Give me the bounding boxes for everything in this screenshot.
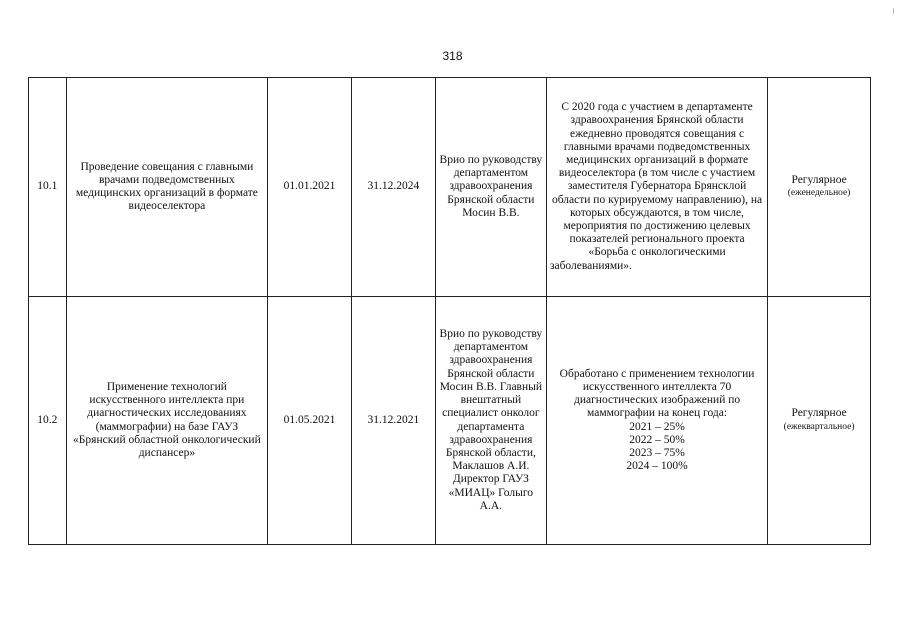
result-description: С 2020 года с участием в департаменте здравоохранения Брянской области ежедневно проводятся совещания с главными врачами подведомственных медицинских организаций в формате видеоселектора (в том числе с участием заместителя Губернатора Брянсклой области по курируемому направлению), на которых обсуждаются, в том числе, мероприятия по достижению целевых показателей регионального проекта «Борьба с онкологическими заболеваниями».: [546, 78, 767, 297]
measure-name: Применение технологий искусственного интеллекта при диагностических исследованиях (маммографии) на базе ГАУЗ «Брянский областной онкологический диспансер»: [66, 297, 267, 545]
frequency-cell: [768, 297, 871, 545]
end-date: 31.12.2024: [351, 78, 435, 297]
table-row: [29, 78, 871, 297]
item-number: 10.2: [29, 297, 67, 545]
scan-mark: [893, 8, 894, 14]
frequency-note: (ежеквартальное): [783, 421, 855, 432]
measure-name: Проведение совещания с главными врачами подведомственных медицинских организаций в формате видеоселектора: [66, 78, 267, 297]
table-row: [29, 297, 871, 545]
frequency-label: Регулярное: [791, 173, 847, 186]
measures-table: [28, 77, 871, 545]
frequency-label: Регулярное: [791, 407, 847, 420]
result-description: Обработано с применением технологии искусственного интеллекта 70 диагностических изображений по маммографии на конец года: 2021 – 25% 2022 – 50% 2023 – 75% 2024 – 100%: [546, 297, 767, 545]
frequency-note: (еженедельное): [787, 188, 851, 198]
responsible-person: Врио по руководству департаментом здравоохранения Брянской области Мосин В.В. Главный внештатный специалист онколог департамента здравоохранения Брянской области, Маклашов А.И. Директор ГАУЗ «МИАЦ» Голыго А.А.: [435, 297, 546, 545]
responsible-person: Врио по руководству департаментом здравоохранения Брянской области Мосин В.В.: [435, 78, 546, 297]
item-number: 10.1: [29, 78, 67, 297]
start-date: 01.05.2021: [268, 297, 352, 545]
page-number: 318: [442, 49, 463, 63]
end-date: 31.12.2021: [351, 297, 435, 545]
frequency-cell: [768, 78, 871, 297]
start-date: 01.01.2021: [268, 78, 352, 297]
